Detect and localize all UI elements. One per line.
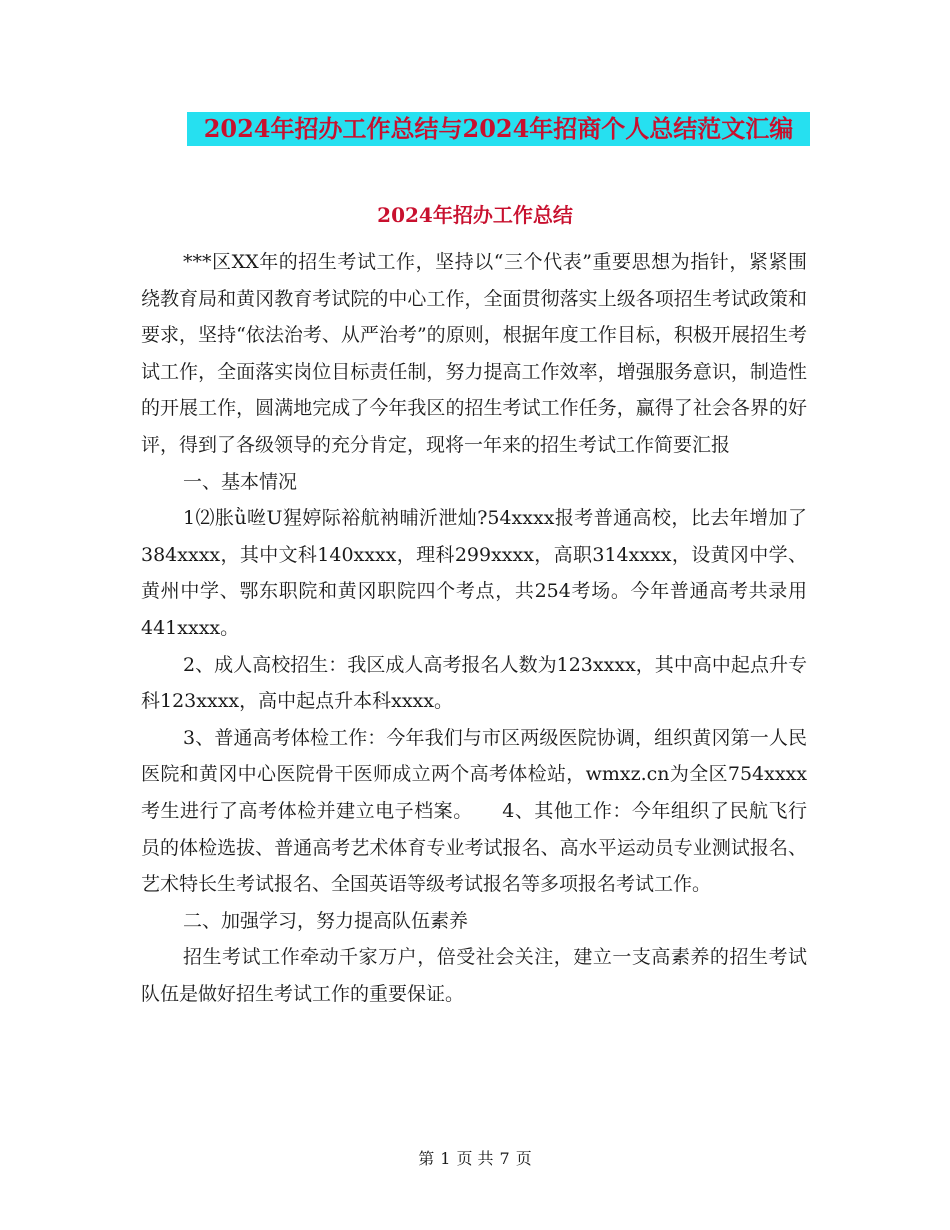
- heading-basic-situation: 一、基本情况: [183, 470, 298, 493]
- total-pages-number: 7: [499, 1149, 510, 1168]
- page-footer: [0, 1148, 950, 1170]
- paragraph-intro: ***区XX年的招生考试工作，坚持以“三个代表”重要思想为指针，紧紧围绕教育局和黄冈教育考试院的中心工作，全面贯彻落实上级各项招生考试政策和要求，坚持“依法治考、从严治考”的原则，根据年度工作目标，积极开展招生考试工作，全面落实岗位目标责任制，努力提高工作效率，增强服务意识，制造性的开展工作，圆满地完成了今年我区的招生考试工作任务，赢得了社会各界的好评，得到了各级领导的充分肯定，现将一年来的招生考试工作简要汇报: [141, 251, 807, 456]
- document-title: 2024年招办工作总结与2024年招商个人总结范文汇编: [187, 112, 810, 146]
- paragraph-adult-admission: 2、成人高校招生：我区成人高考报名人数为123xxxx，其中高中起点升专科123xxxx，高中起点升本科xxxx。: [141, 653, 807, 713]
- current-page-number: 1: [440, 1149, 451, 1168]
- paragraph-college-admission: 1⑵胀ǜ咝U猩婷际裕航衲晡沂泄灿?54xxxx报考普通高校，比去年增加了384xxxx，其中文科140xxxx，理科299xxxx，高职314xxxx，设黄冈中学、黄州中学、鄂东职院和黄冈职院四个考点，共254考场。今年普通高考共录用441xxxx。: [141, 507, 807, 639]
- heading-strengthen-learning: 二、加强学习，努力提高队伍素养: [183, 909, 469, 932]
- document-body: [141, 244, 807, 1012]
- section-title: 2024年招办工作总结: [377, 203, 573, 227]
- footer-prefix: 第: [418, 1149, 435, 1168]
- footer-mid: 页 共: [456, 1149, 494, 1168]
- footer-suffix: 页: [515, 1149, 532, 1168]
- paragraph-team-quality: 招生考试工作牵动千家万户，倍受社会关注，建立一支高素养的招生考试队伍是做好招生考试工作的重要保证。: [141, 946, 807, 1005]
- paragraph-physical-exam: 3、普通高考体检工作：今年我们与市区两级医院协调，组织黄冈第一人民医院和黄冈中心医院骨干医师成立两个高考体检站，wmxz.cn为全区754xxxx考生进行了高考体检并建立电子档案。 4、其他工作：今年组织了民航飞行员的体检选拔、普通高考艺术体育专业考试报名、高水平运动员专业测试报名、艺术特长生考试报名、全国英语等级考试报名等多项报名考试工作。: [141, 726, 807, 896]
